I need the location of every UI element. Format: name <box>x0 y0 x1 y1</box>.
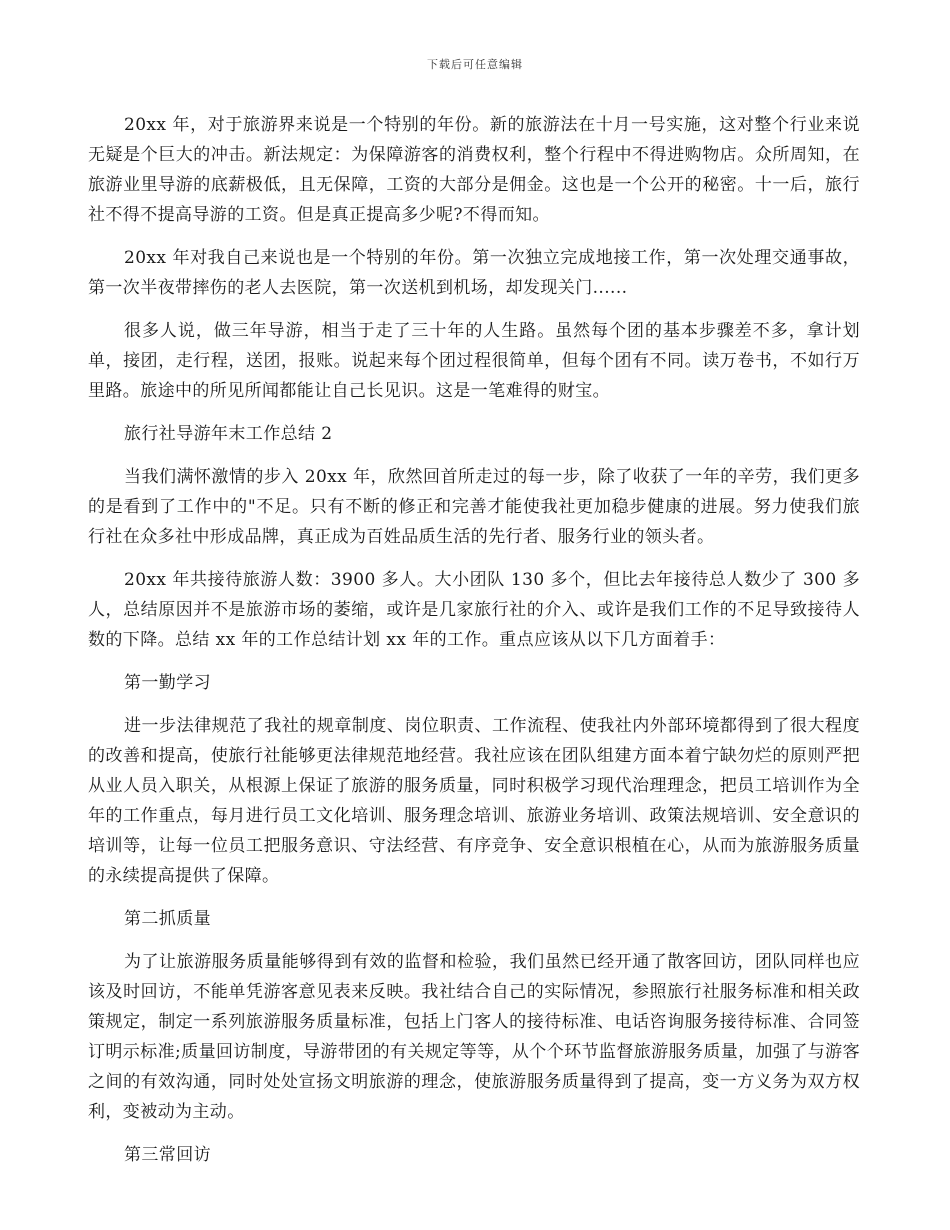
section-heading-quality: 第二抓质量 <box>124 909 211 929</box>
page-header-note: 下载后可任意编辑 <box>427 58 523 71</box>
paragraph-visitor-stats: 20xx 年共接待旅游人数：3900 多人。大小团队 130 多个，但比去年接待总人数少了 300 多人，总结原因并不是旅游市场的萎缩，或许是几家旅行社的介入、或许是我们工作的不足导致接待人数的下降。总结 xx 年的工作总结计划 xx 年的工作。重点应该从以下几方面着手： <box>88 570 860 650</box>
paragraph-learning: 进一步法律规范了我社的规章制度、岗位职责、工作流程、使我社内外部环境都得到了很大程度的改善和提高，使旅行社能够更法律规范地经营。我社应该在团队组建方面本着宁缺勿烂的原则严把从业人员入职关，从根源上保证了旅游的服务质量，同时积极学习现代治理理念，把员工培训作为全年的工作重点，每月进行员工文化培训、服务理念培训、旅游业务培训、政策法规培训、安全意识的培训等，让每一位员工把服务意识、守法经营、有序竞争、安全意识根植在心，从而为旅游服务质量的永续提高提供了保障。 <box>88 716 860 886</box>
paragraph-guide-experience: 很多人说，做三年导游，相当于走了三十年的人生路。虽然每个团的基本步骤差不多，拿计划单，接团，走行程，送团，报账。说起来每个团过程很简单，但每个团有不同。读万卷书，不如行万里路。旅途中的所见所闻都能让自己长见识。这是一笔难得的财宝。 <box>88 321 860 401</box>
document-body <box>88 110 860 1183</box>
paragraph-quality: 为了让旅游服务质量能够得到有效的监督和检验，我们虽然已经开通了散客回访，团队同样也应该及时回访，不能单凭游客意见表来反映。我社结合自己的实际情况，参照旅行社服务标准和相关政策规定，制定一系列旅游服务质量标准，包括上门客人的接待标准、电话咨询服务接待标准、合同签订明示标准;质量回访制度，导游带团的有关规定等等，从个个环节监督旅游服务质量，加强了与游客之间的有效沟通，同时处处宣扬文明旅游的理念，使旅游服务质量得到了提高，变一方义务为双方权利，变被动为主动。 <box>88 952 860 1122</box>
section-heading-summary-2: 旅行社导游年末工作总结 2 <box>124 424 333 444</box>
paragraph-personal-year: 20xx 年对我自己来说也是一个特别的年份。第一次独立完成地接工作，第一次处理交通事故，第一次半夜带摔伤的老人去医院，第一次送机到机场，却发现关门...... <box>88 248 860 298</box>
paragraph-intro: 20xx 年，对于旅游界来说是一个特别的年份。新的旅游法在十月一号实施，这对整个行业来说无疑是个巨大的冲击。新法规定：为保障游客的消费权利，整个行程中不得进购物店。众所周知，在旅游业里导游的底薪极低，且无保障，工资的大部分是佣金。这也是一个公开的秘密。十一后，旅行社不得不提高导游的工资。但是真正提高多少呢?不得而知。 <box>88 115 860 225</box>
paragraph-year-review: 当我们满怀激情的步入 20xx 年，欣然回首所走过的每一步，除了收获了一年的辛劳，我们更多的是看到了工作中的"不足。只有不断的修正和完善才能使我社更加稳步健康的进展。努力使我们旅行社在众多社中形成品牌，真正成为百姓品质生活的先行者、服务行业的领头者。 <box>88 467 860 547</box>
section-heading-followup: 第三常回访 <box>124 1145 211 1165</box>
section-heading-learning: 第一勤学习 <box>124 673 211 693</box>
